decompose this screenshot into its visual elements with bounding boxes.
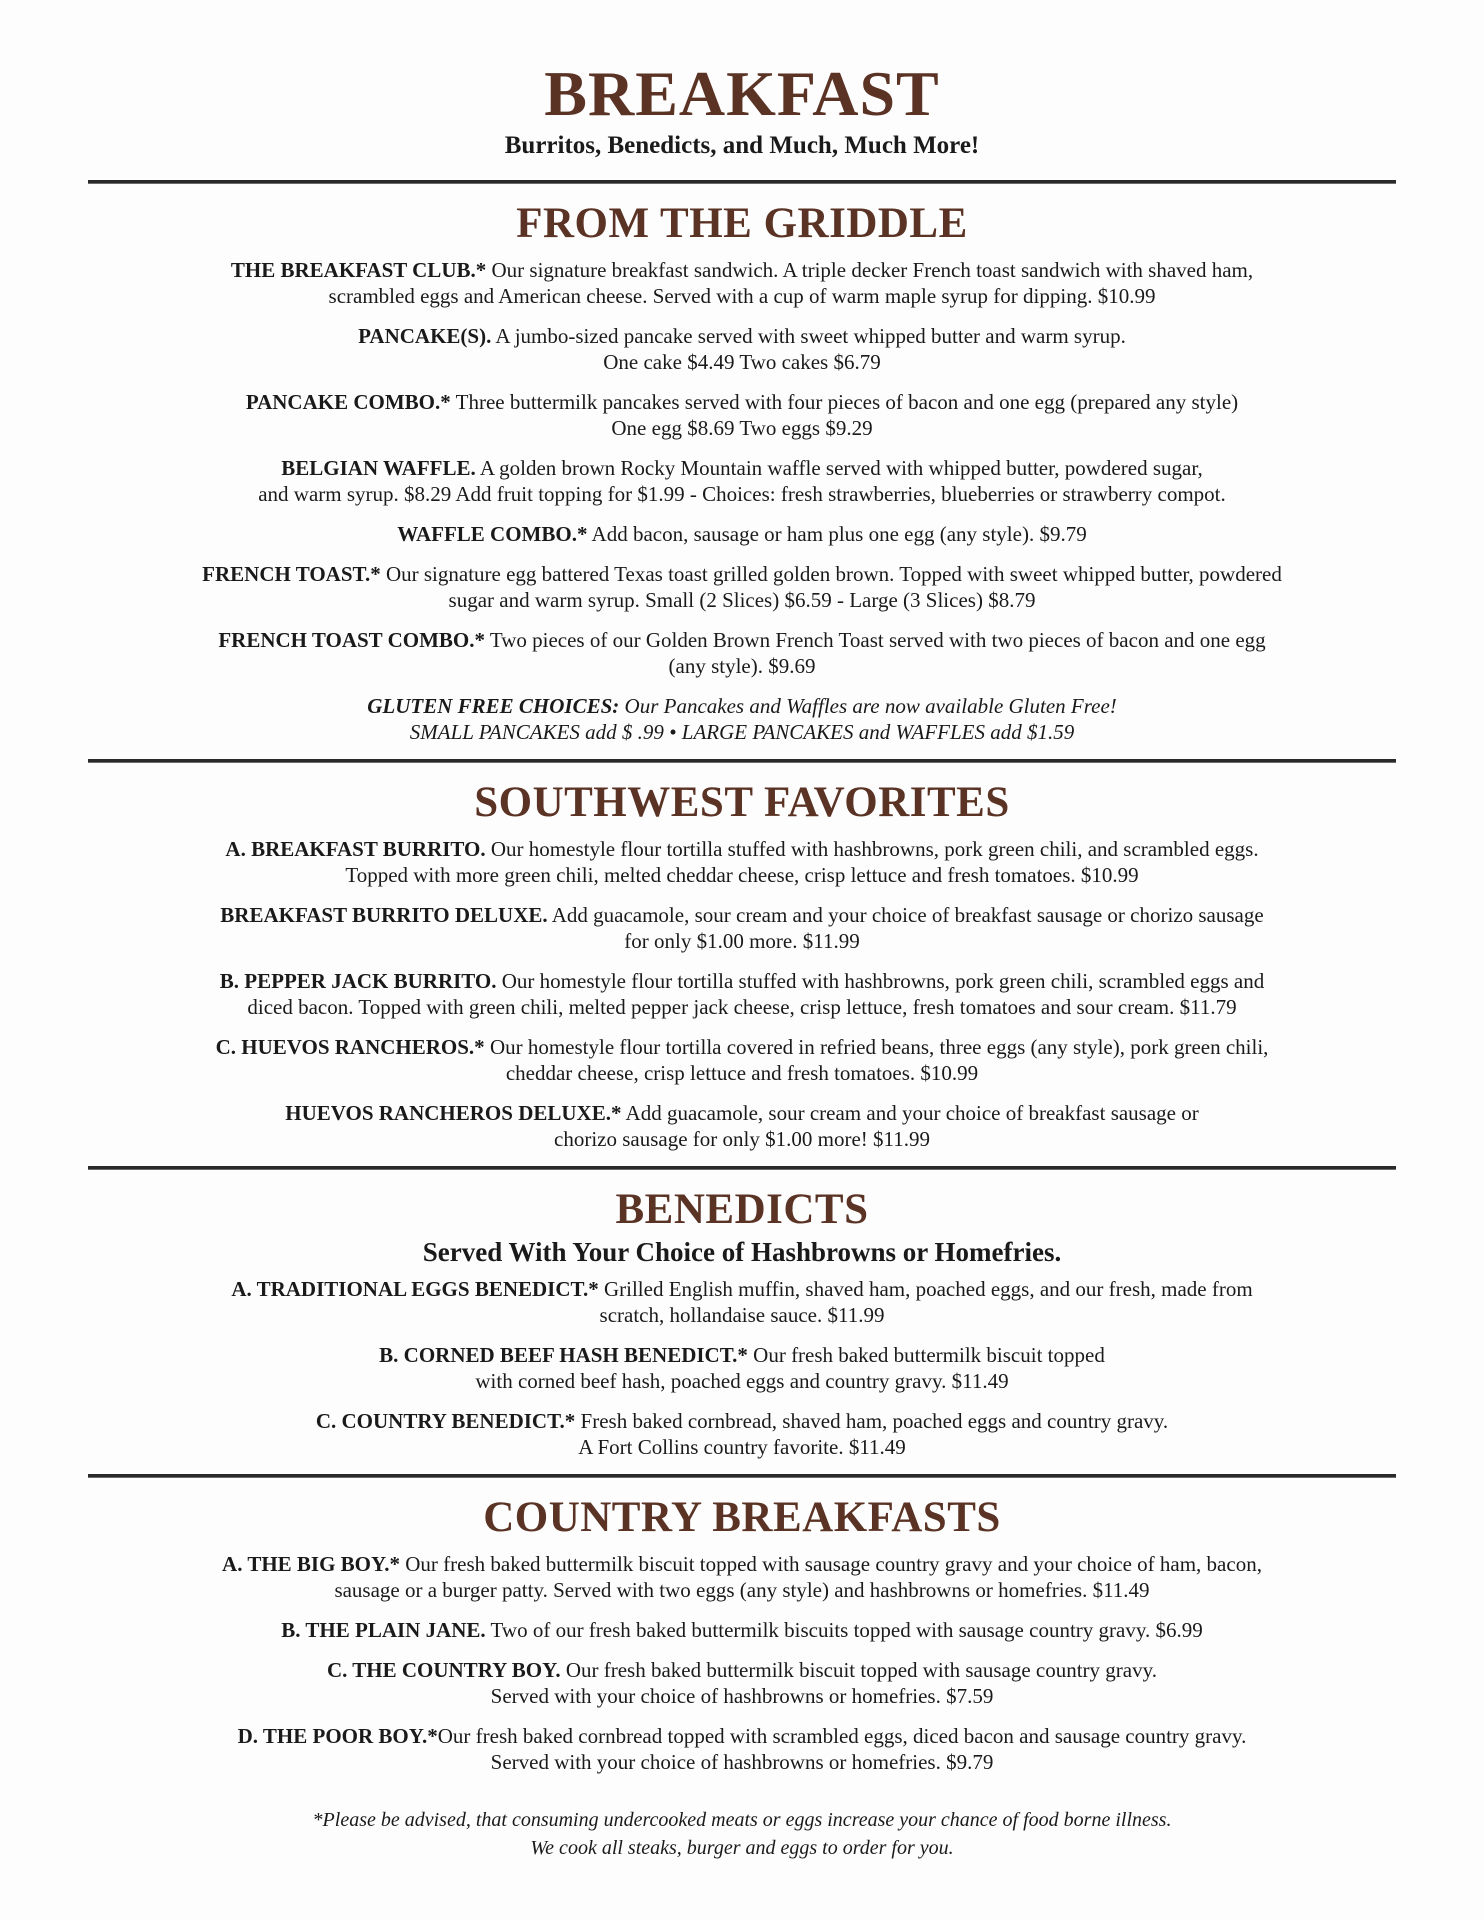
gluten-free-note [60, 693, 1424, 745]
menu-item [60, 1657, 1424, 1709]
item-name: FRENCH TOAST COMBO.* [218, 627, 485, 652]
section-southwest [60, 778, 1424, 1152]
page-title: BREAKFAST [544, 58, 940, 129]
menu-item [60, 1617, 1424, 1643]
item-description: A jumbo-sized pancake served with sweet whipped butter and warm syrup. [491, 323, 1126, 348]
section-title: BENEDICTS [615, 1185, 869, 1233]
item-description: Our homestyle flour tortilla stuffed with hashbrowns, pork green chili, scrambled eggs and [496, 968, 1265, 993]
item-name: A. TRADITIONAL EGGS BENEDICT.* [231, 1276, 599, 1301]
item-name: C. THE COUNTRY BOY. [326, 1657, 561, 1682]
item-description-line2: scratch, hollandaise sauce. $11.99 [599, 1302, 885, 1327]
gluten-free-line2: SMALL PANCAKES add $ .99 • LARGE PANCAKES and WAFFLES add $1.59 [409, 719, 1075, 744]
item-description: Two of our fresh baked buttermilk biscuits topped with sausage country gravy. $6.99 [485, 1617, 1203, 1642]
divider [88, 1474, 1396, 1478]
item-description-line2: for only $1.00 more. $11.99 [624, 928, 860, 953]
menu-item [60, 968, 1424, 1020]
item-description-line2: (any style). $9.69 [668, 653, 816, 678]
item-description: Two pieces of our Golden Brown French Toast served with two pieces of bacon and one egg [484, 627, 1266, 652]
menu-item [60, 1551, 1424, 1603]
gluten-free-title: GLUTEN FREE CHOICES: [367, 693, 620, 718]
item-description: Our fresh baked buttermilk biscuit topped [747, 1342, 1105, 1367]
item-description: Our signature breakfast sandwich. A triple decker French toast sandwich with shaved ham, [486, 257, 1254, 282]
divider [88, 1166, 1396, 1170]
item-name: PANCAKE COMBO.* [245, 389, 451, 414]
menu-item [60, 1276, 1424, 1328]
item-name: B. CORNED BEEF HASH BENEDICT.* [379, 1342, 748, 1367]
item-description-line2: and warm syrup. $8.29 Add fruit topping for $1.99 - Choices: fresh strawberries, blueberries or strawberry compot. [258, 481, 1226, 506]
disclaimer-line1: *Please be advised, that consuming undercooked meats or eggs increase your chance of food borne illness. [312, 1809, 1172, 1831]
section-subtitle: Served With Your Choice of Hashbrowns or Homefries. [422, 1236, 1062, 1267]
menu-item [60, 1034, 1424, 1086]
item-name: C. HUEVOS RANCHEROS.* [215, 1034, 485, 1059]
item-description: Add bacon, sausage or ham plus one egg (any style). $9.79 [587, 521, 1087, 546]
item-description: Our fresh baked cornbread topped with scrambled eggs, diced bacon and sausage country gravy. [437, 1723, 1247, 1748]
item-description: Fresh baked cornbread, shaved ham, poached eggs and country gravy. [575, 1408, 1169, 1433]
section-title: COUNTRY BREAKFASTS [483, 1493, 1001, 1541]
item-description-line2: sugar and warm syrup. Small (2 Slices) $6.59 - Large (3 Slices) $8.79 [448, 587, 1036, 612]
item-name: A. THE BIG BOY.* [222, 1551, 401, 1576]
divider [88, 759, 1396, 763]
item-description-line2: One cake $4.49 Two cakes $6.79 [603, 349, 881, 374]
section-title: FROM THE GRIDDLE [516, 199, 968, 247]
item-description: Our signature egg battered Texas toast grilled golden brown. Topped with sweet whipped butter, powdered [380, 561, 1282, 586]
disclaimer [0, 1806, 1484, 1862]
divider [88, 180, 1396, 184]
page-subtitle: Burritos, Benedicts, and Much, Much More! [504, 132, 980, 159]
item-name: PANCAKE(S). [358, 323, 492, 348]
item-description-line2: Served with your choice of hashbrowns or homefries. $7.59 [490, 1683, 994, 1708]
menu-item [60, 836, 1424, 888]
item-description: Our fresh baked buttermilk biscuit topped with sausage country gravy and your choice of ham, bacon, [400, 1551, 1262, 1576]
menu-item [60, 1342, 1424, 1394]
item-description: Three buttermilk pancakes served with four pieces of bacon and one egg (prepared any style) [450, 389, 1239, 414]
item-description: Our fresh baked buttermilk biscuit topped with sausage country gravy. [560, 1657, 1158, 1682]
menu-item [60, 902, 1424, 954]
item-description: Add guacamole, sour cream and your choice of breakfast sausage or chorizo sausage [547, 902, 1264, 927]
item-name: C. COUNTRY BENEDICT.* [315, 1408, 576, 1433]
item-name: B. THE PLAIN JANE. [281, 1617, 486, 1642]
item-name: A. BREAKFAST BURRITO. [225, 836, 486, 861]
item-name: D. THE POOR BOY.* [237, 1723, 438, 1748]
item-description-line2: Topped with more green chili, melted cheddar cheese, crisp lettuce and fresh tomatoes. $10.99 [345, 862, 1139, 887]
item-description-line2: Served with your choice of hashbrowns or homefries. $9.79 [490, 1749, 994, 1774]
item-name: B. PEPPER JACK BURRITO. [219, 968, 497, 993]
menu-item [60, 1100, 1424, 1152]
item-name: BREAKFAST BURRITO DELUXE. [220, 902, 548, 927]
item-name: THE BREAKFAST CLUB.* [230, 257, 487, 282]
disclaimer-line2: We cook all steaks, burger and eggs to order for you. [530, 1837, 954, 1859]
item-name: WAFFLE COMBO.* [397, 521, 588, 546]
menu-item [60, 257, 1424, 309]
menu-item [60, 455, 1424, 507]
gluten-free-line1: Our Pancakes and Waffles are now available Gluten Free! [619, 693, 1117, 718]
menu-item [60, 521, 1424, 547]
section-country [60, 1493, 1424, 1775]
item-name: BELGIAN WAFFLE. [281, 455, 476, 480]
item-description: Our homestyle flour tortilla covered in refried beans, three eggs (any style), pork green chili, [484, 1034, 1269, 1059]
item-description-line2: with corned beef hash, poached eggs and country gravy. $11.49 [475, 1368, 1009, 1393]
section-title: SOUTHWEST FAVORITES [474, 778, 1010, 826]
item-description: A golden brown Rocky Mountain waffle served with whipped butter, powdered sugar, [475, 455, 1203, 480]
item-description: Grilled English muffin, shaved ham, poached eggs, and our fresh, made from [598, 1276, 1253, 1301]
item-description: Add guacamole, sour cream and your choice of breakfast sausage or [621, 1100, 1199, 1125]
item-description: Our homestyle flour tortilla stuffed with hashbrowns, pork green chili, and scrambled eggs. [485, 836, 1259, 861]
menu-item [60, 1408, 1424, 1460]
section-benedicts [60, 1185, 1424, 1460]
item-description-line2: cheddar cheese, crisp lettuce and fresh tomatoes. $10.99 [505, 1060, 979, 1085]
item-description-line2: chorizo sausage for only $1.00 more! $11.99 [554, 1126, 930, 1151]
menu-item [60, 389, 1424, 441]
item-description-line2: sausage or a burger patty. Served with two eggs (any style) and hashbrowns or homefries. $11.49 [334, 1577, 1150, 1602]
menu-item [60, 323, 1424, 375]
menu-item [60, 561, 1424, 613]
item-description-line2: One egg $8.69 Two eggs $9.29 [611, 415, 873, 440]
item-description-line2: A Fort Collins country favorite. $11.49 [578, 1434, 906, 1459]
item-description-line2: scrambled eggs and American cheese. Served with a cup of warm maple syrup for dipping. $10.99 [328, 283, 1156, 308]
item-name: HUEVOS RANCHEROS DELUXE.* [285, 1100, 622, 1125]
menu-item [60, 627, 1424, 679]
item-name: FRENCH TOAST.* [202, 561, 381, 586]
section-griddle [60, 199, 1424, 745]
item-description-line2: diced bacon. Topped with green chili, melted pepper jack cheese, crisp lettuce, fresh tomatoes and sour cream. $11.79 [247, 994, 1237, 1019]
menu-item [60, 1723, 1424, 1775]
